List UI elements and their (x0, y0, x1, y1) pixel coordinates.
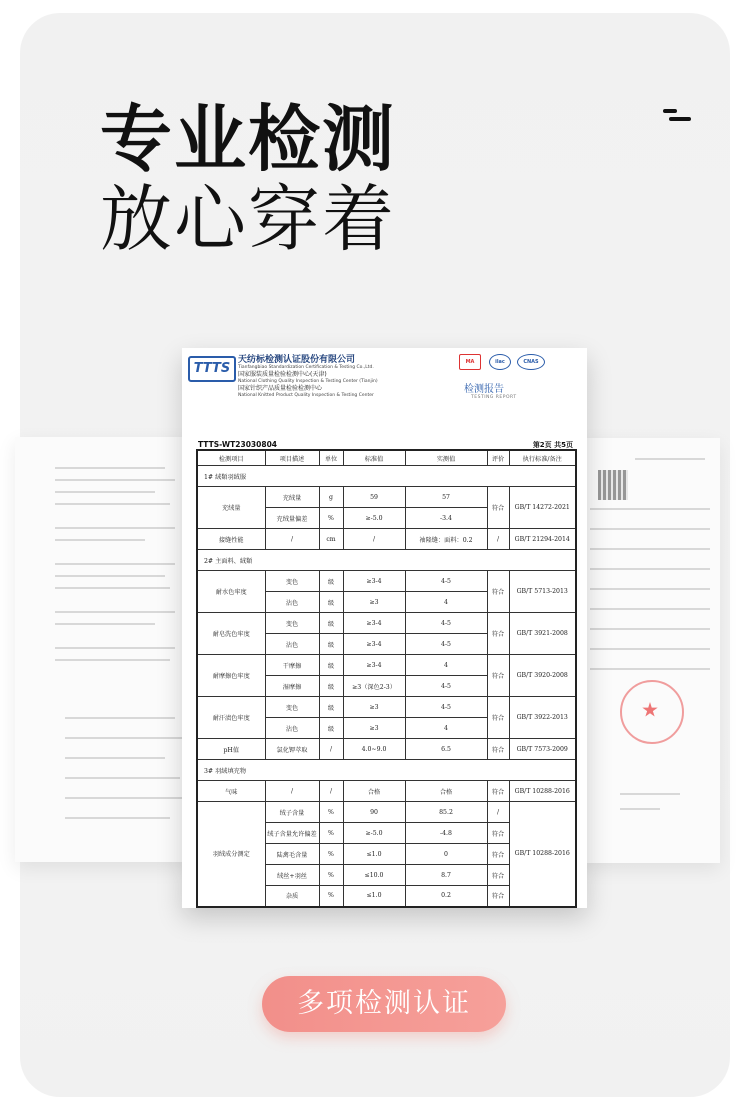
org-center1: 国家服装质量检验检测中心(天津) (238, 371, 327, 378)
col-header: 实测值 (405, 450, 487, 466)
col-header: 单位 (319, 450, 343, 466)
table-row: 沾色 级 ≥3 4 (197, 592, 576, 613)
table-row: 绒子含量允许偏差 % ≥-5.0 -4.8 符合 (197, 823, 576, 844)
org-center1-en: National Clothing Quality Inspection & Testing Center (Tianjin) (238, 379, 378, 384)
page-number: 第2页 共5页 (532, 441, 573, 449)
table-header-row (197, 450, 576, 466)
test-report-document (182, 348, 587, 908)
multi-certification-button[interactable]: 多项检测认证 (262, 976, 506, 1032)
col-header: 评价 (487, 450, 509, 466)
table-row: 充绒量偏差 % ≥-5.0 -3.4 (197, 508, 576, 529)
menu-lines-icon (663, 109, 691, 123)
table-row: 绒丝+羽丝 % ≤10.0 8.7 符合 (197, 865, 576, 886)
org-name: 天纺标检测认证股份有限公司 (238, 355, 356, 365)
col-header: 标准值 (343, 450, 405, 466)
cnas-mark-icon: CNAS (517, 354, 545, 370)
table-row: 沾色 级 ≥3 4 (197, 718, 576, 739)
table-row: 湿摩擦 级 ≥3（深色2-3） 4-5 (197, 676, 576, 697)
table-row: 沾色 级 ≥3-4 4-5 (197, 634, 576, 655)
table-row: 耐水色牢度 变色 级 ≥3-4 4-5 符合 GB/T 5713-2013 (197, 571, 576, 592)
table-row: 耐汗渍色牢度 变色 级 ≥3 4-5 符合 GB/T 3922-2013 (197, 697, 576, 718)
headline-line1: 专业检测 (100, 97, 397, 181)
section-row: 2# 主面料、絨類 (197, 550, 576, 571)
cma-mark-icon: MA (459, 354, 481, 370)
table-row: 耐皂洗色牢度 变色 级 ≥3-4 4-5 符合 GB/T 3921-2008 (197, 613, 576, 634)
section-row: 3# 羽絨填充物 (197, 760, 576, 781)
side-document-left (15, 437, 190, 862)
table-row: 接缝性能 / cm / 袖隆缝：面料：0.2 / GB/T 21294-2014 (197, 529, 576, 550)
table-row: 气味 / / 合格 合格 符合 GB/T 10288-2016 (197, 781, 576, 802)
section-row: 1# 絨類羽絨服 (197, 466, 576, 487)
col-header: 项目描述 (265, 450, 319, 466)
table-row: pH值 氯化钾萃取 / 4.0~9.0 6.5 符合 GB/T 7573-2009 (197, 739, 576, 760)
col-header: 检测项目 (197, 450, 265, 466)
side-document-right (580, 438, 720, 863)
report-number: TTTS-WT23030804 (198, 440, 278, 449)
col-header: 执行标准/备注 (509, 450, 576, 466)
report-title: 检测报告 (464, 384, 504, 395)
table-row: 耐摩擦色牢度 干摩擦 级 ≥3-4 4 符合 GB/T 3920-2008 (197, 655, 576, 676)
org-center2-en: National Knitted Product Quality Inspection & Testing Center (238, 393, 374, 398)
table-row: 杂质 % ≤1.0 0.2 符合 (197, 886, 576, 907)
ttts-logo: TTTS (188, 356, 236, 382)
report-title-en: TESTING REPORT (471, 395, 517, 400)
table-row: 充绒量 充绒量 g 59 57 符合 GB/T 14272-2021 (197, 487, 576, 508)
report-table (196, 449, 577, 908)
org-block (238, 352, 378, 399)
headline-line2: 放心穿着 (100, 177, 397, 261)
qr-code-icon (598, 470, 628, 500)
ilac-mark-icon: ilac (489, 354, 511, 370)
org-center2: 国家针织产品质量检验检测中心 (238, 385, 323, 392)
table-row: 羽绒成分测定 绒子含量 % 90 85.2 / GB/T 10288-2016 (197, 802, 576, 823)
red-seal-stamp (620, 680, 684, 744)
cert-marks (459, 354, 559, 374)
org-name-en: Tianfangbiao Standardization Certification & Testing Co.,Ltd. (238, 365, 374, 370)
table-row: 陆禽毛含量 % ≤1.0 0 符合 (197, 844, 576, 865)
